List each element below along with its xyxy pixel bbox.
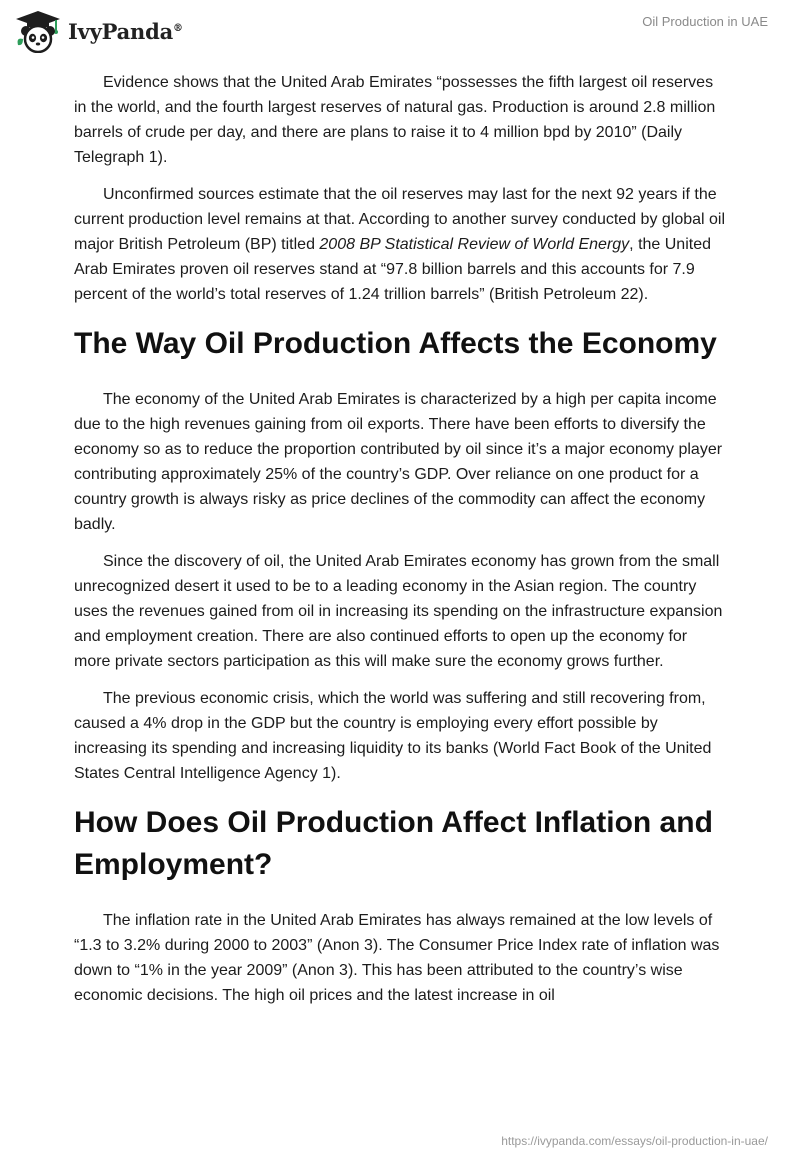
brand-name: IvyPanda® [68,18,183,44]
page-header [0,0,800,60]
paragraph-3: The economy of the United Arab Emirates is characterized by a high per capita income due to the high revenues gaining from oil exports. There have been efforts to diversify the economy so as to reduce the proportion contributed by oil since it’s a major economy player contributing approximately 25% of the country’s GDP. Over reliance on one product for a country growth is always risky as price declines of the commodity can affect the economy badly. [74,391,723,533]
paragraph-1: Evidence shows that the United Arab Emirates “possesses the fifth largest oil reserves in the world, and the fourth largest reserves of natural gas. Production is around 2.8 million barrels of crude per day, and there are plans to raise it to 4 million bpd by 2010” (Daily Telegraph 1). [74,74,716,166]
paragraph-6: The inflation rate in the United Arab Emirates has always remained at the low levels of “1.3 to 3.2% during 2000 to 2003” (Anon 3). The Consumer Price Index rate of inflation was down to “1% in the year 2009” (Anon 3). This has been attributed to the country’s wise economic decisions. The high oil prices and the latest increase in oil [74,912,720,1004]
paragraph-2-text-b: , the United Arab Emirates proven oil reserves stand at “97.8 billion barrels and this accounts for 7.9 percent of the world’s total reserves of 1.24 trillion barrels” (British Petroleum 22). [74,236,711,303]
report-title-italic: 2008 BP Statistical Review of World Energy [319,236,630,253]
source-url[interactable]: https://ivypanda.com/essays/oil-production-in-uae/ [501,1134,768,1148]
panda-graduate-icon [14,9,62,53]
paragraph-2 [74,182,726,307]
paragraph-2-text-a: Unconfirmed sources estimate that the oil reserves may last for the next 92 years if the current production level remains at that. According to another survey conducted by global oil major British Petroleum (BP) titled [74,186,726,253]
document-title: Oil Production in UAE [642,14,768,29]
paragraph-5: The previous economic crisis, which the world was suffering and still recovering from, caused a 4% drop in the GDP but the country is employing every effort possible by increasing its spending and increasing liquidity to its banks (World Fact Book of the United States Central Intelligence Agency 1). [74,690,712,782]
ivypanda-logo[interactable] [14,8,183,54]
essay-body [74,70,726,1020]
paragraph-4: Since the discovery of oil, the United Arab Emirates economy has grown from the small unrecognized desert it used to be to a leading economy in the Asian region. The country uses the revenues gained from oil in increasing its spending on the infrastructure expansion and employment creation. There are also continued efforts to open up the economy for more private sectors participation as this will make sure the economy grows further. [74,553,723,670]
section-heading-inflation: How Does Oil Production Affect Inflation and Employment? [74,806,713,881]
section-heading-economy: The Way Oil Production Affects the Economy [74,327,717,360]
